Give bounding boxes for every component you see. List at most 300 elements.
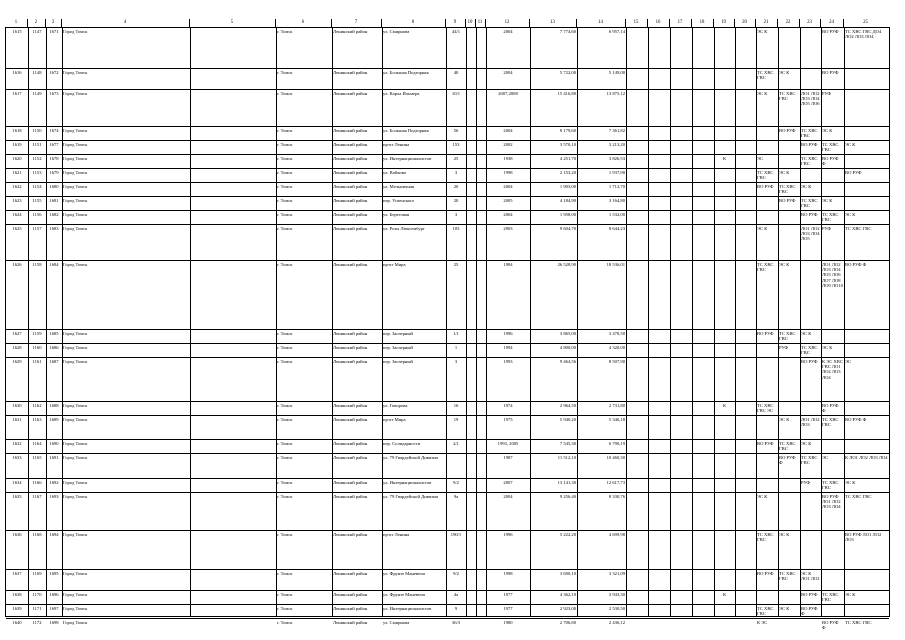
cell-num: 9а [453, 494, 459, 499]
header-divider [381, 19, 382, 27]
cell-district: Ленинский район [333, 455, 368, 460]
table-row [6, 196, 889, 211]
cell-k25: ЭС К [845, 142, 856, 147]
cell-k25: К ЛО1 ЛО2 ЛО3 ЛО4 [845, 455, 888, 460]
cell-k22: РУФ [779, 345, 788, 350]
cell-year: 2004 [503, 70, 513, 75]
cell-town: г. Томск [277, 170, 293, 175]
cell-name: Город Томск [63, 212, 88, 217]
cell-v1: 4 251,70 [559, 156, 576, 161]
cell-year: 1975 [503, 417, 513, 422]
table-row [6, 492, 889, 531]
cell-v1: 5 940,20 [559, 417, 576, 422]
header-divider [465, 19, 466, 27]
cell-v1: 2 153,20 [559, 170, 576, 175]
cell-n2: 1162 [32, 403, 42, 408]
cell-street: пер. Успенского [383, 198, 415, 203]
cell-v2: 5 346,18 [608, 417, 625, 422]
header-divider [331, 19, 332, 27]
table-row [6, 224, 889, 261]
cell-num: 9/2 [453, 480, 459, 485]
cell-k20: К [722, 592, 727, 597]
cell-town: г. Томск [277, 571, 293, 576]
cell-k24: ВО РУФ Ф [822, 403, 839, 414]
cell-n2: 1167 [32, 494, 42, 499]
cell-year: 2007 [503, 480, 513, 485]
cell-k21: ЭС [757, 156, 764, 161]
cell-district: Ленинский район [333, 417, 368, 422]
cell-k23: ВО РУФ Ф [801, 606, 818, 617]
cell-year: 2003 [503, 226, 513, 231]
cell-k24: ТС ХВС ГВС [822, 480, 839, 491]
cell-n1: 1637 [12, 571, 22, 576]
cell-name: Город Томск [63, 91, 88, 96]
cell-street: ул. Интернационалистов [383, 480, 432, 485]
cell-v1: 5 722,00 [559, 70, 576, 75]
cell-k23: ТС ХВС ГВС [801, 345, 818, 356]
cell-v2: 18 536,01 [606, 262, 625, 267]
header-divider [820, 19, 821, 27]
cell-n2: 1153 [32, 170, 42, 175]
cell-k25: ВО РУФ ЛО1 ЛО2 ЛО3 [845, 532, 882, 543]
cell-k23: ЭС К [801, 184, 812, 189]
cell-v2: 13 875,12 [606, 91, 625, 96]
cell-year: 1974 [503, 403, 513, 408]
cell-v2: 2 436,12 [608, 620, 625, 625]
cell-v1: 2 964,50 [559, 403, 576, 408]
cell-n2: 1172 [32, 620, 42, 625]
cell-v2: 1 532,00 [608, 212, 625, 217]
header-divider [27, 19, 28, 27]
cell-v2: 8 644,23 [608, 226, 625, 231]
cell-name: Город Томск [63, 262, 88, 267]
cell-k25: ЭС К [845, 592, 856, 597]
cell-v1: 7 545,30 [559, 441, 576, 446]
cell-n3: 1691 [49, 455, 59, 460]
table-row [6, 401, 889, 416]
cell-district: Ленинский район [333, 142, 368, 147]
table-row [6, 68, 889, 90]
table-row [6, 415, 889, 440]
cell-v1: 3 690,10 [559, 571, 576, 576]
cell-street: ул. Интернационалистов [383, 156, 432, 161]
cell-district: Ленинский район [333, 29, 368, 34]
cell-k23: ТС ХВС ГВС [801, 455, 818, 466]
cell-k22: ТС ХВС ГВС [779, 441, 796, 452]
cell-k21: ВО РУФ [757, 571, 774, 576]
cell-num: 20 [453, 198, 459, 203]
cell-name: Город Томск [63, 70, 88, 75]
cell-street: ул. Береговая [383, 212, 410, 217]
cell-v1: 9 256,40 [559, 494, 576, 499]
cell-v1: 7 774,60 [559, 29, 576, 34]
cell-k24: ЭС [822, 455, 829, 460]
cell-street: ул. Фрунзе Маневича [383, 592, 425, 597]
cell-n3: 1687 [49, 359, 59, 364]
cell-town: г. Томск [277, 494, 293, 499]
cell-k24: ТС ХВС ГВС [822, 417, 839, 428]
cell-k24: ВО РУФ [822, 70, 839, 75]
cell-n3: 1697 [49, 606, 59, 611]
cell-num: 40 [453, 70, 459, 75]
column-number-8: 8 [411, 20, 415, 25]
cell-v2: 3 321,09 [608, 571, 625, 576]
column-number-21: 21 [763, 20, 769, 25]
table-row [6, 453, 889, 479]
header-divider [576, 19, 577, 27]
table-row [6, 89, 889, 127]
cell-k23: ЭС К ЛО1 ЛО2 [801, 571, 820, 582]
cell-n1: 1617 [12, 91, 22, 96]
cell-k21: ЭС К [757, 494, 768, 499]
cell-n2: 1171 [32, 606, 42, 611]
header-divider [485, 19, 486, 27]
cell-name: Город Томск [63, 198, 88, 203]
cell-n1: 1633 [12, 455, 22, 460]
cell-num: 20 [453, 184, 459, 189]
cell-k21: ТС ХВС ГВС [757, 532, 774, 543]
cell-district: Ленинский район [333, 494, 368, 499]
cell-n2: 1155 [32, 198, 42, 203]
cell-n3: 1686 [49, 345, 59, 350]
cell-n1: 1628 [12, 345, 22, 350]
cell-n3: 1677 [49, 142, 59, 147]
column-number-23: 23 [807, 20, 812, 25]
cell-n2: 1154 [32, 184, 42, 189]
cell-town: г. Томск [277, 262, 293, 267]
cell-v2: 5 149,00 [608, 70, 625, 75]
cell-k25: ТС ХВС ГВС [845, 226, 872, 231]
cell-v2: 6 957,14 [608, 29, 625, 34]
cell-name: Город Томск [63, 226, 88, 231]
cell-name: Город Томск [63, 331, 88, 336]
column-number-6: 6 [301, 20, 305, 25]
cell-year: 1998 [503, 170, 513, 175]
cell-district: Ленинский район [333, 592, 368, 597]
cell-v1: 3 865,00 [559, 331, 576, 336]
column-number-16: 16 [655, 20, 661, 25]
cell-street: ул. Большая Подгорная [383, 70, 429, 75]
cell-k25: ТС ХВС ГВС [845, 494, 872, 499]
cell-n2: 1169 [32, 571, 42, 576]
cell-town: г. Томск [277, 532, 293, 537]
cell-k20: К [722, 156, 727, 161]
cell-k21: ЭС К [757, 29, 768, 34]
cell-k24: ТС ХВС ГВС [822, 592, 839, 603]
cell-town: г. Томск [277, 198, 293, 203]
cell-num: 3 [454, 170, 458, 175]
cell-k21: ЭС К [757, 226, 768, 231]
cell-n1: 1640 [12, 620, 22, 625]
cell-k25: ТС ХВС ГВС ДО4 ЛО2 ЛО3 ЛО4 [845, 29, 882, 40]
header-divider [625, 19, 626, 27]
cell-street: ул. Интернационалистов [383, 606, 432, 611]
cell-k22: ТС ХВС ГВС [779, 91, 796, 102]
cell-district: Ленинский район [333, 91, 368, 96]
cell-k20: К [722, 403, 727, 408]
cell-n1: 1631 [12, 417, 22, 422]
cell-num: 190/1 [450, 532, 462, 537]
cell-num: 3 [454, 359, 458, 364]
column-number-13: 13 [550, 20, 555, 25]
column-number-20: 20 [742, 20, 747, 25]
cell-num: 56 [453, 128, 459, 133]
cell-town: г. Томск [277, 212, 293, 217]
cell-v2: 3 213,20 [608, 142, 625, 147]
cell-v2: 2 530,50 [608, 606, 625, 611]
header-divider [669, 19, 670, 27]
cell-k24: К ЭС ХВС ГВС ЛО1 ЛО2 ЛО3 ЛО4 [822, 359, 843, 380]
cell-street: пер. Заозерный [383, 331, 413, 336]
cell-name: Город Томск [63, 345, 88, 350]
cell-street: ул. 79 Гвардейской Дивизии [383, 455, 439, 460]
cell-v2: 3 164,80 [608, 198, 625, 203]
cell-n2: 1163 [32, 417, 42, 422]
cell-n2: 1152 [32, 156, 42, 161]
cell-street: пр-кт Мира [383, 417, 406, 422]
cell-k25: ВО РУФ Ф [845, 417, 867, 422]
cell-k21: ВО РУФ [757, 441, 774, 446]
table-row [6, 329, 889, 344]
cell-v2: 3 478,50 [608, 331, 625, 336]
cell-k21: ЭС К [757, 91, 768, 96]
cell-k22: ЭС К [779, 170, 790, 175]
cell-n1: 1638 [12, 592, 22, 597]
cell-n2: 1158 [32, 262, 42, 267]
cell-town: г. Томск [277, 91, 293, 96]
cell-n2: 1151 [32, 142, 42, 147]
table-row [6, 604, 889, 619]
cell-year: 1977 [503, 592, 513, 597]
cell-num: 25 [453, 156, 459, 161]
cell-n2: 1168 [32, 532, 42, 537]
table-row [6, 140, 889, 155]
cell-n3: 1682 [49, 212, 59, 217]
cell-n2: 1147 [32, 29, 42, 34]
header-divider [445, 19, 446, 27]
cell-v2: 3 826,53 [608, 156, 625, 161]
cell-k25: ТС ХВС ГВС [845, 620, 872, 625]
cell-name: Город Томск [63, 480, 88, 485]
cell-n1: 1625 [12, 226, 22, 231]
cell-v1: 4 800,00 [559, 345, 576, 350]
cell-town: г. Томск [277, 226, 293, 231]
cell-town: г. Томск [277, 70, 293, 75]
column-number-24: 24 [829, 20, 834, 25]
cell-k21: К ЭС [757, 620, 768, 625]
cell-n1: 1639 [12, 606, 22, 611]
cell-num: 9/2 [453, 571, 459, 576]
cell-district: Ленинский район [333, 606, 368, 611]
cell-year: 2004 [503, 128, 513, 133]
cell-k24: ТС ХВС ГВС [822, 142, 839, 153]
cell-k21: ТС ХВС ГВС [757, 262, 774, 273]
cell-n2: 1156 [32, 212, 42, 217]
cell-k23: ЛО1 ЛО2 ЛО3 [801, 417, 820, 428]
cell-k23: ЭС К [801, 441, 812, 446]
cell-v1: 5 222,20 [559, 532, 576, 537]
column-number-3: 3 [51, 20, 55, 25]
cell-k23: ВО РУФ [801, 592, 818, 597]
header-divider [755, 19, 756, 27]
cell-n2: 1166 [32, 480, 42, 485]
cell-n3: 1671 [49, 29, 59, 34]
cell-district: Ленинский район [333, 359, 368, 364]
cell-k23: РУФ [801, 480, 810, 485]
cell-num: 10/1 [451, 91, 461, 96]
cell-street: ул. Карла Ильмера [383, 91, 420, 96]
cell-n3: 1693 [49, 494, 59, 499]
cell-n1: 1619 [12, 142, 22, 147]
cell-k24: ЭС К [822, 198, 833, 203]
cell-n3: 1684 [49, 262, 59, 267]
cell-town: г. Томск [277, 345, 293, 350]
cell-street: ул. 79 Гвардейской Дивизии [383, 494, 439, 499]
cell-street: пр-кт Ленина [383, 142, 410, 147]
cell-n3: 1679 [49, 170, 59, 175]
cell-k22: ЭС К [779, 417, 790, 422]
cell-name: Город Томск [63, 494, 88, 499]
cell-k23: ТС ХВС ГВС [801, 198, 818, 209]
cell-v2: 10 460,30 [606, 455, 625, 460]
cell-n1: 1634 [12, 480, 22, 485]
column-number-15: 15 [633, 20, 639, 25]
cell-street: ул. Смирнова [383, 29, 410, 34]
cell-k23: ТС ХВС ГВС [801, 128, 818, 139]
header-divider [45, 19, 46, 27]
cell-num: 103 [452, 226, 460, 231]
cell-name: Город Томск [63, 184, 88, 189]
cell-n1: 1624 [12, 212, 22, 217]
header-divider [647, 19, 648, 27]
cell-name: Город Томск [63, 571, 88, 576]
cell-k24: ЭС К [822, 128, 833, 133]
cell-year: 1977 [503, 606, 513, 611]
cell-town: г. Томск [277, 156, 293, 161]
cell-k22: ЭС К [779, 262, 790, 267]
cell-n3: 1681 [49, 198, 59, 203]
table-row [6, 28, 889, 68]
header-divider [713, 19, 714, 27]
header-divider [799, 19, 800, 27]
cell-v1: 9 604,70 [559, 226, 576, 231]
cell-street: ул. Фрунзе Маневича [383, 571, 425, 576]
register-table [5, 27, 890, 631]
cell-v2: 7 361,82 [608, 128, 625, 133]
cell-name: Город Томск [63, 606, 88, 611]
column-number-4: 4 [123, 20, 127, 25]
table-row [6, 126, 889, 141]
cell-street: ул. Большая Подгорная [383, 128, 429, 133]
cell-v1: 4 362,10 [559, 592, 576, 597]
cell-year: 2004 [503, 494, 513, 499]
cell-n1: 1620 [12, 156, 22, 161]
cell-n3: 1678 [49, 156, 59, 161]
cell-name: Город Томск [63, 403, 88, 408]
cell-district: Ленинский район [333, 212, 368, 217]
cell-k25: ВО РУФ [845, 170, 862, 175]
column-number-7: 7 [354, 20, 358, 25]
cell-n2: 1165 [32, 455, 42, 460]
cell-town: г. Томск [277, 184, 293, 189]
column-number-12: 12 [504, 20, 510, 25]
cell-k21: ВО РУФ [757, 331, 774, 336]
column-number-10: 10 [467, 20, 473, 25]
cell-n1: 1616 [12, 70, 22, 75]
header-divider [529, 19, 530, 27]
cell-year: 1994 [503, 345, 513, 350]
cell-n1: 1630 [12, 403, 22, 408]
column-number-11: 11 [477, 20, 483, 25]
header-divider [843, 19, 844, 27]
cell-k22: ЭС К [779, 606, 790, 611]
cell-v2: 4 699,98 [608, 532, 625, 537]
column-number-1: 1 [14, 20, 18, 25]
cell-n3: 1673 [49, 91, 59, 96]
cell-k23: ВО РУФ [801, 359, 818, 364]
table-row [6, 590, 889, 605]
cell-v1: 13 141,30 [557, 480, 576, 485]
cell-k21: ТС ХВС ГВС [757, 170, 774, 181]
cell-district: Ленинский район [333, 620, 368, 625]
cell-num: 2/1 [453, 441, 459, 446]
cell-year: 2007,2008 [498, 91, 518, 96]
cell-town: г. Томск [277, 29, 293, 34]
cell-n1: 1622 [12, 184, 22, 189]
cell-street: пр-кт Мира [383, 262, 406, 267]
cell-town: г. Томск [277, 359, 293, 364]
cell-name: Город Томск [63, 29, 88, 34]
cell-n3: 1696 [49, 592, 59, 597]
cell-v1: 15 416,80 [557, 91, 576, 96]
column-number-18: 18 [699, 20, 705, 25]
cell-v1: 8 179,60 [559, 128, 576, 133]
cell-v2: 12 617,73 [606, 480, 625, 485]
cell-v1: 9 464,56 [559, 359, 576, 364]
cell-name: Город Томск [63, 620, 88, 625]
cell-k23: ЛО1 ЛО2 ЛО3 ЛО4 ЛО5 [801, 226, 820, 242]
cell-year: 2004 [503, 212, 513, 217]
cell-year: 1996 [503, 331, 513, 336]
table-row [6, 569, 889, 591]
cell-name: Город Томск [63, 532, 88, 537]
cell-district: Ленинский район [333, 331, 368, 336]
cell-k22: ВО РУФ Ф [779, 455, 796, 466]
cell-year: 2004 [503, 29, 513, 34]
cell-v1: 3 570,10 [559, 142, 576, 147]
cell-town: г. Томск [277, 455, 293, 460]
cell-n3: 1680 [49, 184, 59, 189]
cell-town: г. Томск [277, 142, 293, 147]
cell-k23: ВО РУФ [801, 212, 818, 217]
cell-k21: ТС ХВС ГВС [757, 606, 774, 617]
cell-n2: 1157 [32, 226, 42, 231]
cell-street: пер. Солидарности [383, 441, 421, 446]
cell-n1: 1635 [12, 494, 22, 499]
cell-town: г. Томск [277, 606, 293, 611]
table-row [6, 168, 889, 183]
cell-district: Ленинский район [333, 403, 368, 408]
table-row [6, 154, 889, 169]
cell-district: Ленинский район [333, 184, 368, 189]
column-number-5: 5 [230, 20, 234, 25]
cell-k22: ВО РУФ [779, 198, 796, 203]
cell-year: 1984 [503, 262, 513, 267]
cell-n1: 1627 [12, 331, 22, 336]
cell-name: Город Томск [63, 592, 88, 597]
cell-n1: 1623 [12, 198, 22, 203]
cell-n2: 1161 [32, 359, 42, 364]
